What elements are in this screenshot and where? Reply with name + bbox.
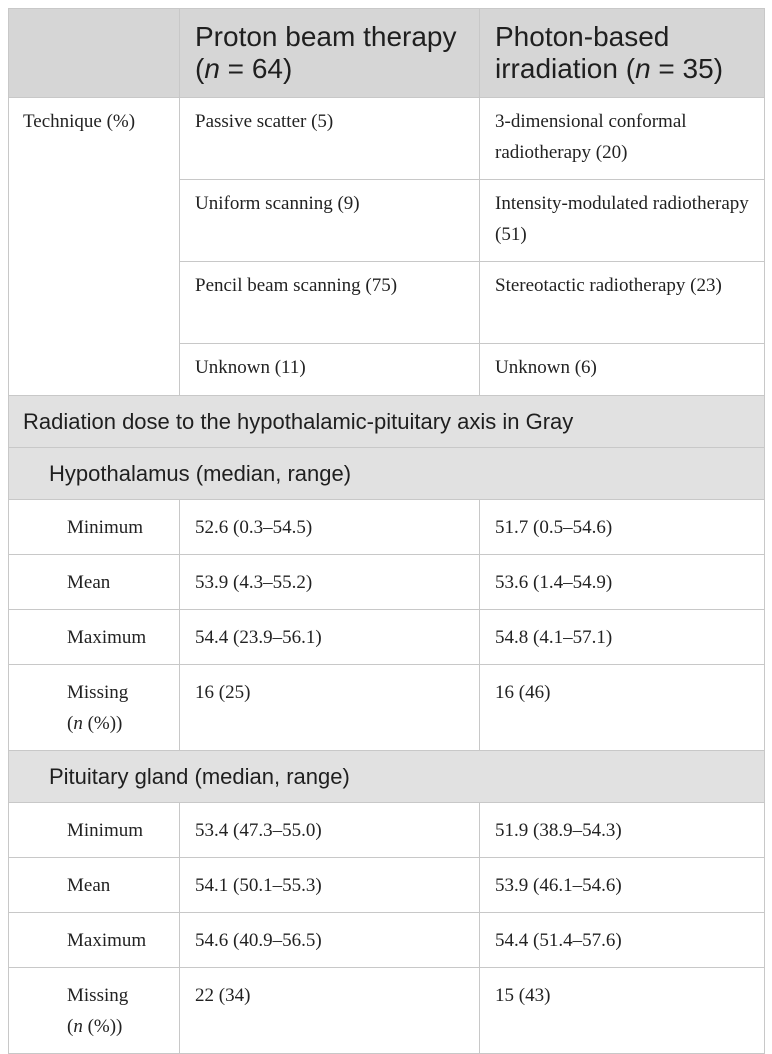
proton-value: 52.6 (0.3–54.5) (180, 500, 480, 555)
proton-value: 53.4 (47.3–55.0) (180, 803, 480, 858)
hypothalamus-row (9, 500, 765, 555)
hypothalamus-section-row (9, 448, 765, 500)
header-row (9, 9, 765, 98)
row-label: Maximum (9, 913, 180, 968)
radiation-table (8, 8, 765, 1054)
row-label: Mean (9, 555, 180, 610)
proton-value: 53.9 (4.3–55.2) (180, 555, 480, 610)
technique-proton-cell: Unknown (11) (180, 344, 480, 396)
dose-section-title: Radiation dose to the hypothalamic-pituitary axis in Gray (9, 396, 765, 448)
photon-value: 16 (46) (480, 665, 765, 751)
pituitary-row (9, 803, 765, 858)
pituitary-title: Pituitary gland (median, range) (9, 751, 765, 803)
header-empty-cell (9, 9, 180, 98)
photon-value: 53.6 (1.4–54.9) (480, 555, 765, 610)
pituitary-section-row (9, 751, 765, 803)
pituitary-row (9, 858, 765, 913)
technique-photon-cell: Stereotactic radiotherapy (23) (480, 262, 765, 344)
proton-value: 54.4 (23.9–56.1) (180, 610, 480, 665)
missing-label: Missing (n (%)) (9, 665, 180, 751)
photon-value: 51.7 (0.5–54.6) (480, 500, 765, 555)
technique-proton-cell: Passive scatter (5) (180, 98, 480, 180)
photon-value: 54.4 (51.4–57.6) (480, 913, 765, 968)
proton-value: 54.6 (40.9–56.5) (180, 913, 480, 968)
dose-section-row (9, 396, 765, 448)
hypothalamus-row (9, 555, 765, 610)
technique-label: Technique (%) (9, 98, 180, 396)
pituitary-row (9, 913, 765, 968)
proton-value: 54.1 (50.1–55.3) (180, 858, 480, 913)
proton-value: 16 (25) (180, 665, 480, 751)
photon-value: 54.8 (4.1–57.1) (480, 610, 765, 665)
technique-photon-cell: Unknown (6) (480, 344, 765, 396)
hypothalamus-missing-row (9, 665, 765, 751)
row-label: Minimum (9, 803, 180, 858)
photon-value: 51.9 (38.9–54.3) (480, 803, 765, 858)
technique-proton-cell: Pencil beam scanning (75) (180, 262, 480, 344)
pituitary-missing-row (9, 968, 765, 1054)
photon-value: 15 (43) (480, 968, 765, 1054)
proton-value: 22 (34) (180, 968, 480, 1054)
row-label: Maximum (9, 610, 180, 665)
missing-label: Missing (n (%)) (9, 968, 180, 1054)
technique-proton-cell: Uniform scanning (9) (180, 180, 480, 262)
header-photon: Photon-based irradiation (n = 35) (480, 9, 765, 98)
row-label: Mean (9, 858, 180, 913)
row-label: Minimum (9, 500, 180, 555)
technique-photon-cell: 3-dimensional conformal radiotherapy (20) (480, 98, 765, 180)
table-container (8, 8, 764, 1054)
photon-value: 53.9 (46.1–54.6) (480, 858, 765, 913)
header-proton: Proton beam therapy (n = 64) (180, 9, 480, 98)
hypothalamus-row (9, 610, 765, 665)
technique-row (9, 98, 765, 180)
hypothalamus-title: Hypothalamus (median, range) (9, 448, 765, 500)
technique-photon-cell: Intensity-modulated radiotherapy (51) (480, 180, 765, 262)
